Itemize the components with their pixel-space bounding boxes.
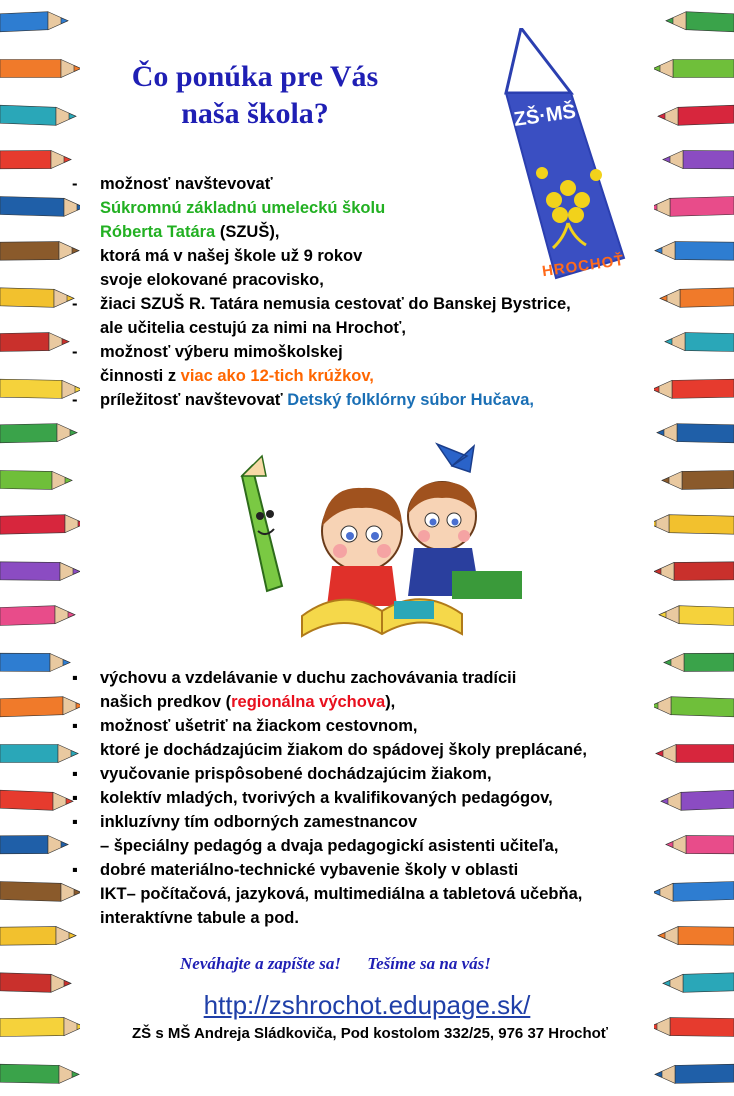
- list-item-line: [100, 292, 632, 316]
- pencil-icon: [654, 562, 734, 581]
- list-item-line: [100, 220, 632, 244]
- pencil-icon: [663, 151, 734, 169]
- list-item: [72, 810, 692, 858]
- bullet-marker: ▪: [72, 861, 78, 879]
- list-item-line: [100, 666, 692, 690]
- text-segment: možnosť navštevovať: [100, 175, 273, 193]
- pencil-icon: [666, 12, 734, 32]
- pencil-icon: [0, 424, 77, 443]
- pencil-icon: [654, 515, 734, 535]
- pencil-icon: [0, 379, 80, 398]
- pencil-icon: [660, 288, 734, 308]
- logo-top-text: ZŠ·MŠ: [512, 100, 578, 131]
- text-segment: dobré materiálno-technické vybavenie školy v oblasti: [100, 861, 519, 879]
- text-segment: Súkromnú základnú umeleckú školu: [100, 199, 386, 217]
- pencil-icon: [0, 882, 80, 902]
- list-item-line: [100, 738, 692, 762]
- bullet-marker: ▪: [72, 789, 78, 807]
- children-reading-illustration: [222, 436, 522, 656]
- pencil-icon: [0, 973, 71, 993]
- list-item-line: [100, 388, 632, 412]
- text-segment: činnosti z: [100, 367, 181, 385]
- pencil-icon: [0, 12, 68, 32]
- text-segment: žiaci SZUŠ R. Tatára nemusia cestovať do Banskej Bystrice,: [100, 295, 571, 313]
- pencil-icon: [0, 242, 79, 261]
- text-segment: Detský folklórny súbor Hučava,: [287, 391, 534, 409]
- bullet-marker: -: [72, 343, 78, 361]
- list-item-line: [100, 316, 632, 340]
- offer-list-top: [72, 172, 632, 412]
- pencil-icon: [662, 471, 734, 490]
- list-item-line: [100, 810, 692, 834]
- bullet-marker: ▪: [72, 669, 78, 687]
- list-item-line: [100, 268, 632, 292]
- slogan: [180, 954, 560, 974]
- pencil-icon: [654, 197, 734, 217]
- list-item-line: [100, 834, 692, 858]
- list-item-line: [100, 762, 692, 786]
- pencil-icon: [659, 606, 734, 626]
- pencil-icon: [0, 151, 71, 169]
- pencil-icon: [0, 60, 80, 78]
- text-segment: viac ako 12-tich krúžkov,: [180, 367, 374, 385]
- list-item-line: [100, 882, 692, 906]
- text-segment: Róberta Tatára: [100, 223, 216, 241]
- pencil-icon: [0, 333, 69, 352]
- decorative-pencils-right: [654, 0, 734, 1096]
- text-segment: regionálna výchova: [231, 693, 386, 711]
- pencil-icon: [0, 471, 72, 490]
- page-title: [100, 58, 410, 132]
- text-segment: možnosť výberu mimoškolskej: [100, 343, 343, 361]
- list-item-line: [100, 786, 692, 810]
- bullet-marker: -: [72, 391, 78, 409]
- pencil-icon: [0, 288, 74, 308]
- list-item-line: [100, 714, 692, 738]
- list-item: [72, 762, 692, 786]
- text-segment: ale učitelia cestujú za nimi na Hrochoť,: [100, 319, 406, 337]
- slogan-part-1: Neváhajte a zapíšte sa!: [180, 954, 342, 973]
- pencil-icon: [657, 424, 734, 443]
- pencil-icon: [0, 697, 80, 717]
- bullet-marker: ▪: [72, 717, 78, 735]
- text-segment: výchovu a vzdelávanie v duchu zachovávania tradícii: [100, 669, 517, 687]
- text-segment: IKT– počítačová, jazyková, multimediálna a tabletová učebňa,: [100, 885, 583, 903]
- list-item: [72, 714, 692, 762]
- text-segment: ),: [385, 693, 396, 711]
- text-segment: vyučovanie prispôsobené dochádzajúcim žiakom,: [100, 765, 492, 783]
- pencil-icon: [665, 333, 734, 352]
- list-item-line: [100, 906, 692, 930]
- pencil-icon: [0, 653, 70, 671]
- page-title-line-1: Čo ponúka pre Vás: [131, 60, 379, 93]
- pencil-icon: [654, 379, 734, 398]
- page-title-line-2: naša škola?: [181, 97, 329, 130]
- pencil-icon: [655, 1064, 734, 1083]
- school-address: ZŠ s MŠ Andreja Sládkoviča, Pod kostolom 332/25, 976 37 Hrochoť: [132, 1025, 608, 1042]
- list-item: [72, 172, 632, 292]
- list-item-line: [100, 364, 632, 388]
- pencil-icon: [0, 1064, 79, 1083]
- list-item-line: [100, 196, 632, 220]
- list-item: [72, 340, 632, 388]
- bullet-marker: -: [72, 295, 78, 313]
- pencil-icon: [0, 790, 73, 810]
- decorative-pencils-left: [0, 0, 80, 1096]
- list-item-line: [100, 340, 632, 364]
- pencil-icon: [0, 515, 80, 535]
- pencil-icon: [655, 242, 734, 261]
- text-segment: možnosť ušetriť na žiackom cestovnom,: [100, 717, 418, 735]
- text-segment: (SZUŠ),: [215, 223, 280, 241]
- list-item-line: [100, 244, 632, 268]
- pencil-icon: [0, 745, 78, 763]
- list-item-line: [100, 858, 692, 882]
- list-item: [72, 292, 632, 340]
- pencil-icon: [663, 973, 734, 993]
- text-segment: ktoré je dochádzajúcim žiakom do spádovej školy preplácané,: [100, 741, 587, 759]
- offer-list-bottom: [72, 666, 692, 930]
- list-item: [72, 388, 632, 412]
- pencil-icon: [0, 927, 76, 946]
- pencil-icon: [0, 562, 80, 581]
- pencil-icon: [0, 606, 75, 626]
- list-item-line: [100, 172, 632, 196]
- text-segment: kolektív mladých, tvorivých a kvalifikovaných pedagógov,: [100, 789, 553, 807]
- logo-bottom-text: HROCHOŤ: [541, 251, 626, 281]
- list-item: [72, 666, 692, 714]
- slogan-part-2: Tešíme sa na vás!: [367, 954, 491, 973]
- text-segment: svoje elokované pracovisko,: [100, 271, 324, 289]
- pencil-icon: [0, 105, 76, 125]
- text-segment: inkluzívny tím odborných zamestnancov: [100, 813, 418, 831]
- text-segment: našich predkov (: [100, 693, 232, 711]
- list-item: [72, 786, 692, 810]
- bullet-marker: ▪: [72, 765, 78, 783]
- pencil-icon: [0, 836, 68, 854]
- school-website-link[interactable]: http://zshrochot.edupage.sk/: [203, 990, 531, 1020]
- pencil-icon: [0, 1018, 80, 1037]
- text-segment: ktorá má v našej škole už 9 rokov: [100, 247, 363, 265]
- text-segment: interaktívne tabule a pod.: [100, 909, 299, 927]
- text-segment: príležitosť navštevovať: [100, 391, 288, 409]
- list-item-line: [100, 690, 692, 714]
- pencil-icon: [654, 1018, 734, 1037]
- pencil-icon: [654, 60, 734, 78]
- list-item: [72, 858, 692, 930]
- bullet-marker: ▪: [72, 813, 78, 831]
- text-segment: – špeciálny pedagóg a dvaja pedagogickí asistenti učiteľa,: [100, 837, 559, 855]
- bullet-marker: -: [72, 175, 78, 193]
- pencil-icon: [658, 105, 734, 125]
- pencil-icon: [0, 197, 80, 217]
